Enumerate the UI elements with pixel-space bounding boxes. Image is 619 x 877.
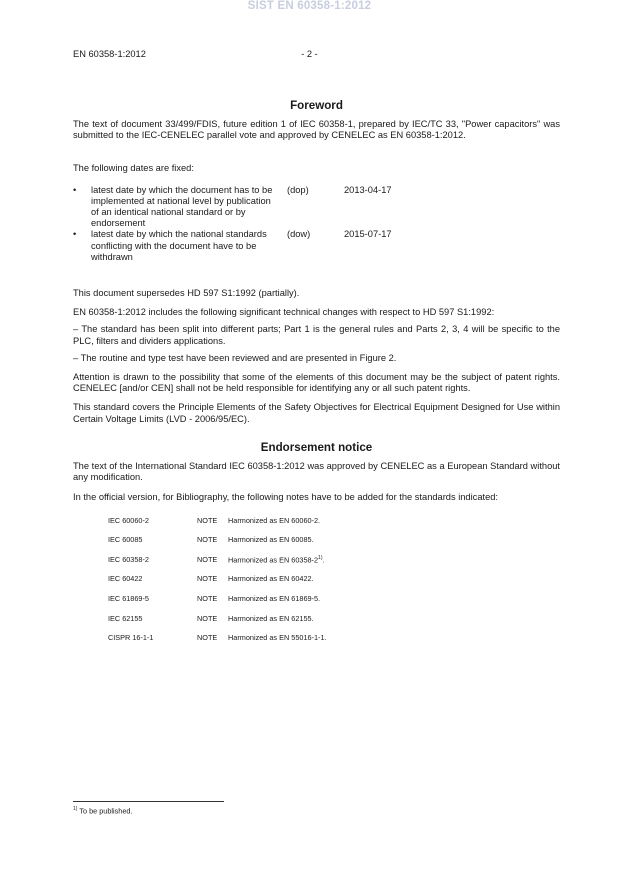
footnote-ref: 1)	[318, 555, 323, 562]
note-label: NOTE	[197, 535, 218, 545]
note-text: Harmonized as EN 60422.	[228, 574, 314, 584]
bibliography-notes	[108, 510, 560, 647]
note-row	[108, 589, 560, 609]
dates-intro: The following dates are fixed:	[73, 163, 194, 174]
note-text: Harmonized as EN 62155.	[228, 613, 314, 623]
page-number: - 2 -	[301, 49, 318, 59]
note-label: NOTE	[197, 633, 218, 643]
patent-notice: Attention is drawn to the possibility that some of the elements of this document may be the subject of patent rights. CENELEC [and/or CEN] shall not be held responsible for identifying any or all such patent rights.	[73, 372, 560, 394]
date-value: 2015-07-17	[344, 229, 392, 240]
changes-intro: EN 60358-1:2012 includes the following significant technical changes with respect to HD 597 S1:1992:	[73, 307, 495, 318]
endorsement-text: The text of the International Standard IEC 60358-1:2012 was approved by CENELEC as a European Standard without any modification.	[73, 460, 560, 483]
note-row	[108, 628, 560, 648]
date-code: (dow)	[287, 229, 311, 240]
standard-ref: IEC 61869-5	[108, 594, 149, 604]
list-item	[73, 185, 560, 230]
note-text: Harmonized as EN 55016-1-1.	[228, 633, 327, 643]
watermark: SIST EN 60358-1:2012	[247, 0, 372, 12]
note-text: Harmonized as EN 60085.	[228, 535, 314, 545]
footnote-text: To be published.	[79, 806, 133, 816]
note-row	[108, 608, 560, 628]
date-description: latest date by which the document has to be implemented at national level by publication of an identical national standard or by endorsement	[91, 184, 273, 229]
standard-ref: CISPR 16-1-1	[108, 633, 154, 643]
document-id: EN 60358-1:2012	[73, 49, 146, 59]
foreword-title: Foreword	[290, 99, 343, 112]
footnote-divider	[73, 801, 224, 802]
note-text: Harmonized as EN 61869-5.	[228, 594, 321, 604]
change-item: – The routine and type test have been reviewed and are presented in Figure 2.	[73, 352, 397, 363]
note-text: Harmonized as EN 60358-2	[228, 555, 319, 565]
footnote-mark: 1)	[73, 806, 78, 812]
date-code: (dop)	[287, 184, 309, 195]
note-row	[108, 510, 560, 530]
bullet: •	[73, 229, 77, 240]
supersedes-text: This document supersedes HD 597 S1:1992 (partially).	[73, 288, 300, 299]
note-label: NOTE	[197, 594, 218, 604]
note-label: NOTE	[197, 515, 218, 525]
standard-ref: IEC 60060-2	[108, 515, 149, 525]
foreword-intro: The text of document 33/499/FDIS, future edition 1 of IEC 60358-1, prepared by IEC/TC 33, "Power capacitors" was submitted to the IEC-CENELEC parallel vote and approved by CENELEC as EN 60358-1:2012.	[73, 119, 560, 141]
note-row	[108, 550, 560, 570]
lvd-text: This standard covers the Principle Elements of the Safety Objectives for Electrical Equipment Designed for Use within Certain Voltage Limits (LVD - 2006/95/EC).	[73, 402, 560, 424]
note-row	[108, 569, 560, 589]
list-item	[73, 229, 560, 263]
note-label: NOTE	[197, 613, 218, 623]
note-label: NOTE	[197, 574, 218, 584]
note-label: NOTE	[197, 554, 218, 564]
date-value: 2013-04-17	[344, 184, 392, 195]
dates-list	[73, 185, 560, 263]
bullet: •	[73, 184, 77, 195]
page-body	[73, 99, 560, 648]
standard-ref: IEC 60085	[108, 535, 143, 545]
note-row	[108, 530, 560, 550]
note-text: Harmonized as EN 60060-2.	[228, 515, 321, 525]
endorsement-title: Endorsement notice	[260, 440, 373, 454]
standard-ref: IEC 60358-2	[108, 554, 149, 564]
change-item: – The standard has been split into different parts; Part 1 is the general rules and Parts 2, 3, 4 will be specific to the PLC, filters and dividers applications.	[73, 324, 560, 346]
standard-ref: IEC 60422	[108, 574, 143, 584]
footnote	[73, 806, 133, 815]
date-description: latest date by which the national standards conflicting with the document have to be withdrawn	[91, 229, 267, 262]
note-text-with-footnote: Harmonized as EN 60358-2$^{1)}$.	[228, 555, 325, 565]
bibliography-intro: In the official version, for Bibliography, the following notes have to be added for the standards indicated:	[73, 492, 498, 503]
standard-ref: IEC 62155	[108, 613, 143, 623]
